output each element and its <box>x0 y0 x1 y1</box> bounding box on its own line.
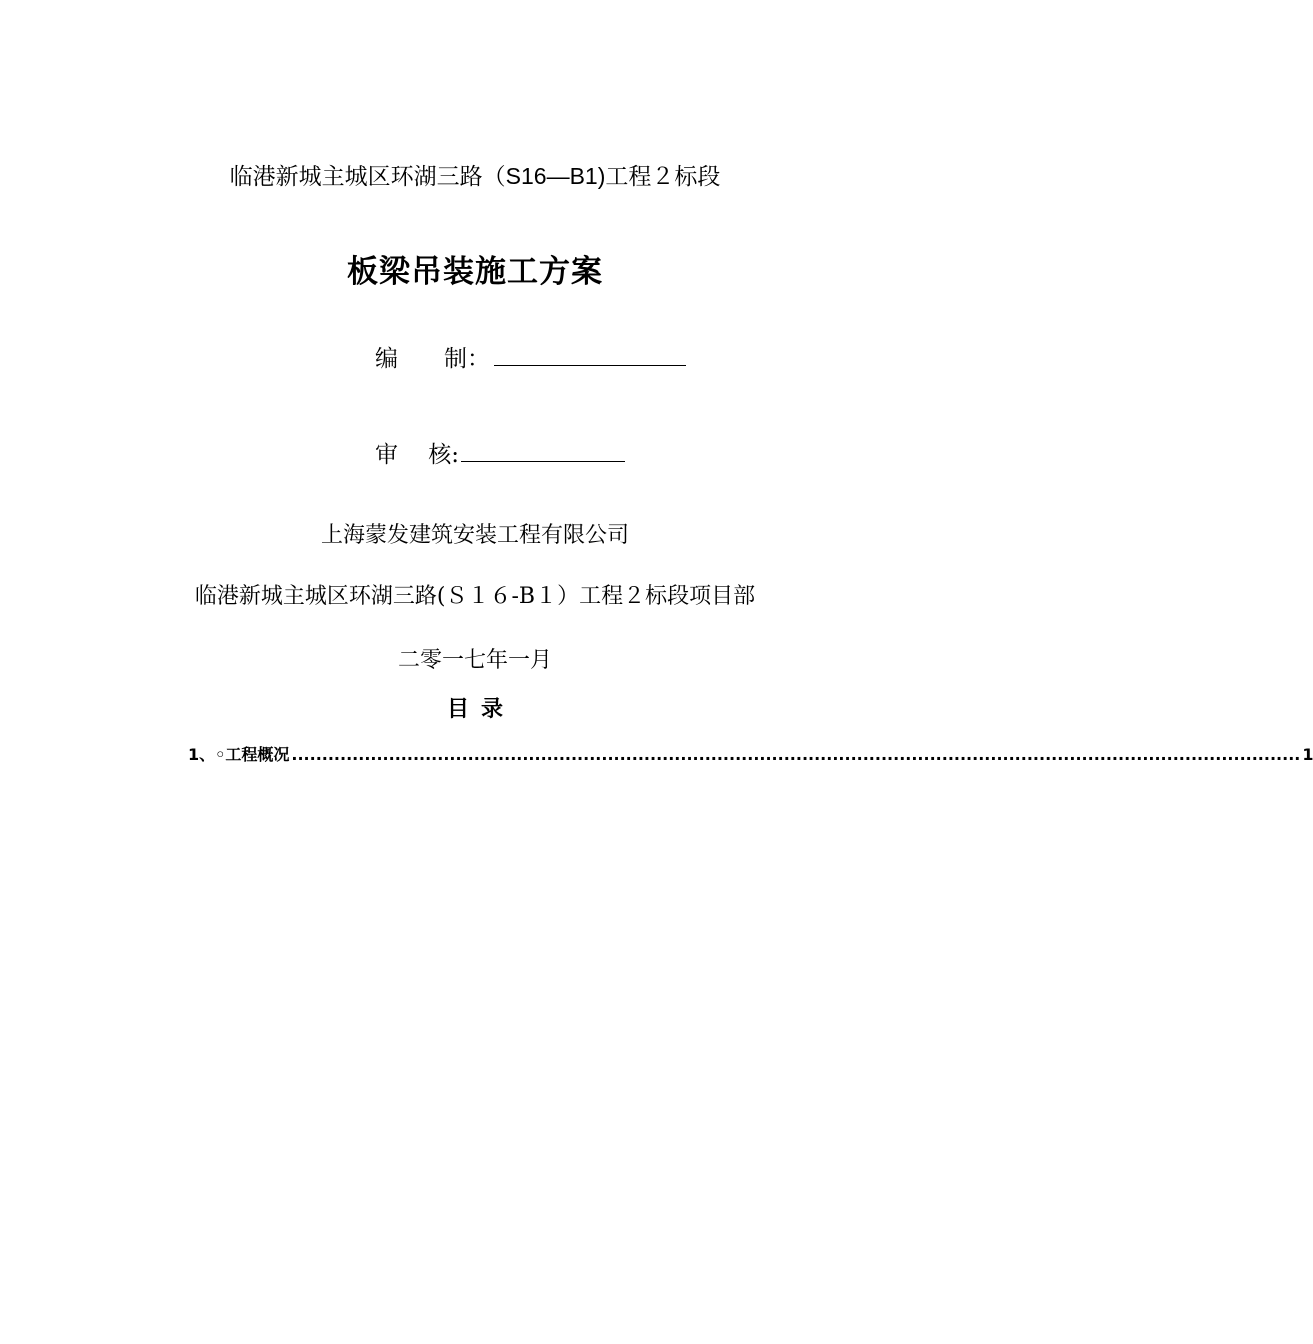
company-name: 上海蒙发建筑安装工程有限公司 <box>320 523 629 548</box>
toc-heading: 目录 <box>446 697 515 722</box>
document-title: 板梁吊装施工方案 <box>347 254 603 290</box>
toc-entry-label: 1、◦工程概况 <box>188 745 290 764</box>
toc-entry-page: 1 <box>1302 745 1313 764</box>
compiled-by-label: 编 制： <box>375 346 490 372</box>
toc-entry[interactable] <box>188 742 1313 765</box>
reviewed-by-field <box>375 436 625 469</box>
toc-leader-dots: ...................................................................................................................................................................... <box>291 745 1301 764</box>
reviewed-by-blank-line <box>461 439 625 462</box>
compiled-by-field <box>375 340 686 373</box>
document-date: 二零一七年一月 <box>397 648 552 673</box>
reviewed-by-label: 审 核: <box>375 442 460 468</box>
project-title: 临港新城主城区环湖三路（S16—B1)工程２标段 <box>229 163 721 189</box>
compiled-by-blank-line <box>494 343 686 366</box>
project-department: 临港新城主城区环湖三路(Ｓ１６-B１）工程２标段项目部 <box>194 584 756 609</box>
